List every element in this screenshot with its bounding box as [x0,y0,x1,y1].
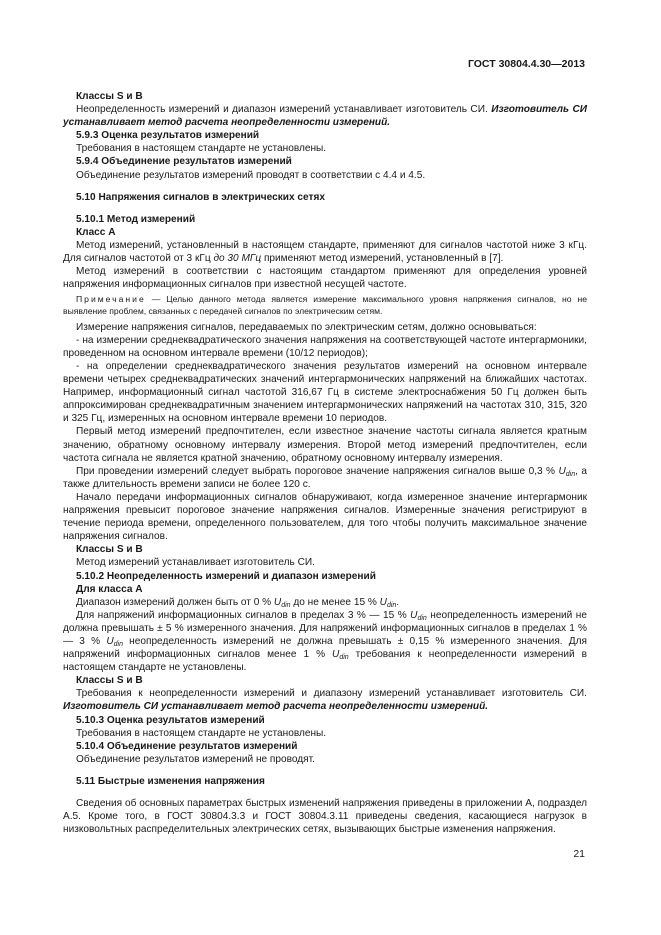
note [63,294,587,316]
heading-classes-s-b: Классы S и В [76,91,143,102]
paragraph: Метод измерений в соответствии с настоящим стандартом применяют для определения уровней напряжения информационных сигналов при известной несущей частоте. [63,266,587,291]
symbol-din: din [339,654,349,662]
symbol-u: U [379,596,387,608]
paragraph [63,596,587,609]
text-run: неопределенность измерений не должна превышать ± 0,15 % измеренного значения. Для напряжений информационных сигналов менее 1 % [63,635,587,661]
heading-class-a: Класс А [76,226,116,238]
heading-classes-s-b: Классы S и В [76,544,143,556]
text-run: Неопределенность измерений и диапазон измерений устанавливает изготовитель СИ. [76,104,492,116]
heading-for-class-a: Для класса А [76,583,143,595]
text-run: Метод измерений, установленный в настоящем стандарте, применяют для сигналов частотой ниже 3 кГц. Для сигналов частотой от 3 кГц [63,239,587,265]
paragraph [63,687,587,713]
symbol-u: U [106,635,114,647]
text-run: до не менее 15 % [290,596,380,608]
italic-text: до 30 МГц [213,253,262,265]
paragraph: Требования в настоящем стандарте не установлены. [76,727,327,739]
symbol-din: din [386,601,397,609]
paragraph: Первый метод измерений предпочтителен, если известное значение частоты сигнала является кратным значению, обратному основному интервалу измерения. Второй метод измерений предпочтителен, если частота сигнала не является кратной значению, обратному основному интервалу измерения. [63,426,587,464]
text-run: применяют метод измерений, установленный в [7]. [261,253,504,265]
page-number: 21 [573,848,585,860]
list-item: - на измерении среднеквадратического значения напряжения на соответствующей частоте интергармоники, проведенном на основном интервале времени (10/12 периодов); [63,334,587,359]
emphasis-text: Изготовитель СИ устанавливает метод расчета неопределенности измерений. [63,104,587,129]
symbol-u: U [558,465,566,477]
text-run: неопределенность измерений не должна превышать ± 5 % измеренного значения. Для напряжений информационных сигналов в пределах 1 % — 3 % [63,609,587,647]
paragraph: Начало передачи информационных сигналов обнаруживают, когда измеренное значение интергармоник напряжения превысит пороговое значение напряжения сигналов. Измеренные значения регистрируют в течение периода времени, определенного пользователем, для того чтобы получить максимальное значение напряжения сигналов. [63,491,587,543]
note-text: — Целью данного метода является измерение максимального уровня напряжения сигналов, но не выявление проблем, связанных с передачей сигналов по электрическим сетям. [63,294,587,316]
text-run: Диапазон измерений должен быть от 0 % [76,596,274,608]
paragraph [63,239,587,265]
heading-5-10-2: 5.10.2 Неопределенность измерений и диапазон измерений [76,570,376,582]
text-run: . [396,596,400,608]
heading-5-10-4: 5.10.4 Объединение результатов измерений [76,740,298,752]
text-run: требования к неопределенности измерений в настоящем стандарте не установлены. [63,649,588,674]
text-run: , а также длительность времени записи не более 120 с. [63,465,587,490]
paragraph: Требования в настоящем стандарте не установлены. [76,143,327,155]
heading-5-9-3: 5.9.3 Оценка результатов измерений [76,130,260,142]
symbol-din: din [113,640,123,648]
emphasis-text: Изготовитель СИ устанавливает метод расчета неопределенности измерений. [63,701,489,713]
section-heading-5-11: 5.11 Быстрые изменения напряжения [76,775,265,787]
doc-header-code: ГОСТ 30804.4.30—2013 [467,58,585,70]
heading-5-10-1: 5.10.1 Метод измерений [76,213,196,225]
paragraph: Объединение результатов измерений проводят в соответствии с 4.4 и 4.5. [76,169,426,181]
section-heading-5-10: 5.10 Напряжения сигналов в электрических сетях [76,191,325,203]
list-item: - на определении среднеквадратического значения результатов измерений на основном интервале времени четырех среднеквадратических значений интергармонических напряжений на ближайших частотах. Например, информационный сигнал частотой 316,67 Гц в системе электроснабжения 50 Гц должен быть аппроксимирован среднеквадратичным значением интергармонических напряжений на частотах 310, 315, 320 и 325 Гц, измеренных на основном интервале времени 10 периодов. [63,361,587,425]
symbol-u: U [332,649,340,661]
paragraph: Метод измерений устанавливает изготовитель СИ. [76,557,315,569]
symbol-din: din [565,470,576,478]
paragraph [63,609,587,674]
heading-5-9-4: 5.9.4 Объединение результатов измерений [76,156,292,168]
note-label: Примечание [76,294,146,305]
paragraph: Объединение результатов измерений не проводят. [76,753,315,765]
paragraph: Измерение напряжения сигналов, передаваемых по электрическим сетям, должно основываться: [76,321,537,333]
paragraph [63,103,587,129]
document-body [63,90,587,836]
heading-classes-s-b: Классы S и В [76,675,143,687]
symbol-u: U [273,596,282,608]
paragraph: Сведения об основных параметрах быстрых изменений напряжения приведены в приложении А, подраздел А.5. Кроме того, в ГОСТ 30804.3.3 и ГОСТ 30804.3.11 приведены сведения, касающиеся нагрузок в низковольтных распределительных электрических сетях, вызывающих быстрые изменения напряжения. [63,798,587,836]
paragraph [63,465,587,491]
symbol-din: din [417,614,427,622]
text-run: Для напряжений информационных сигналов в пределах 3 % — 15 % [76,609,411,621]
symbol-din: din [281,601,291,609]
heading-5-10-3: 5.10.3 Оценка результатов измерений [76,714,265,726]
symbol-u: U [410,609,418,621]
text-run: Требования к неопределенности измерений и диапазону измерений устанавливает изготовитель СИ. [76,688,587,700]
text-run: При проведении измерений следует выбрать пороговое значение напряжения сигналов выше 0,3 % [76,465,559,477]
